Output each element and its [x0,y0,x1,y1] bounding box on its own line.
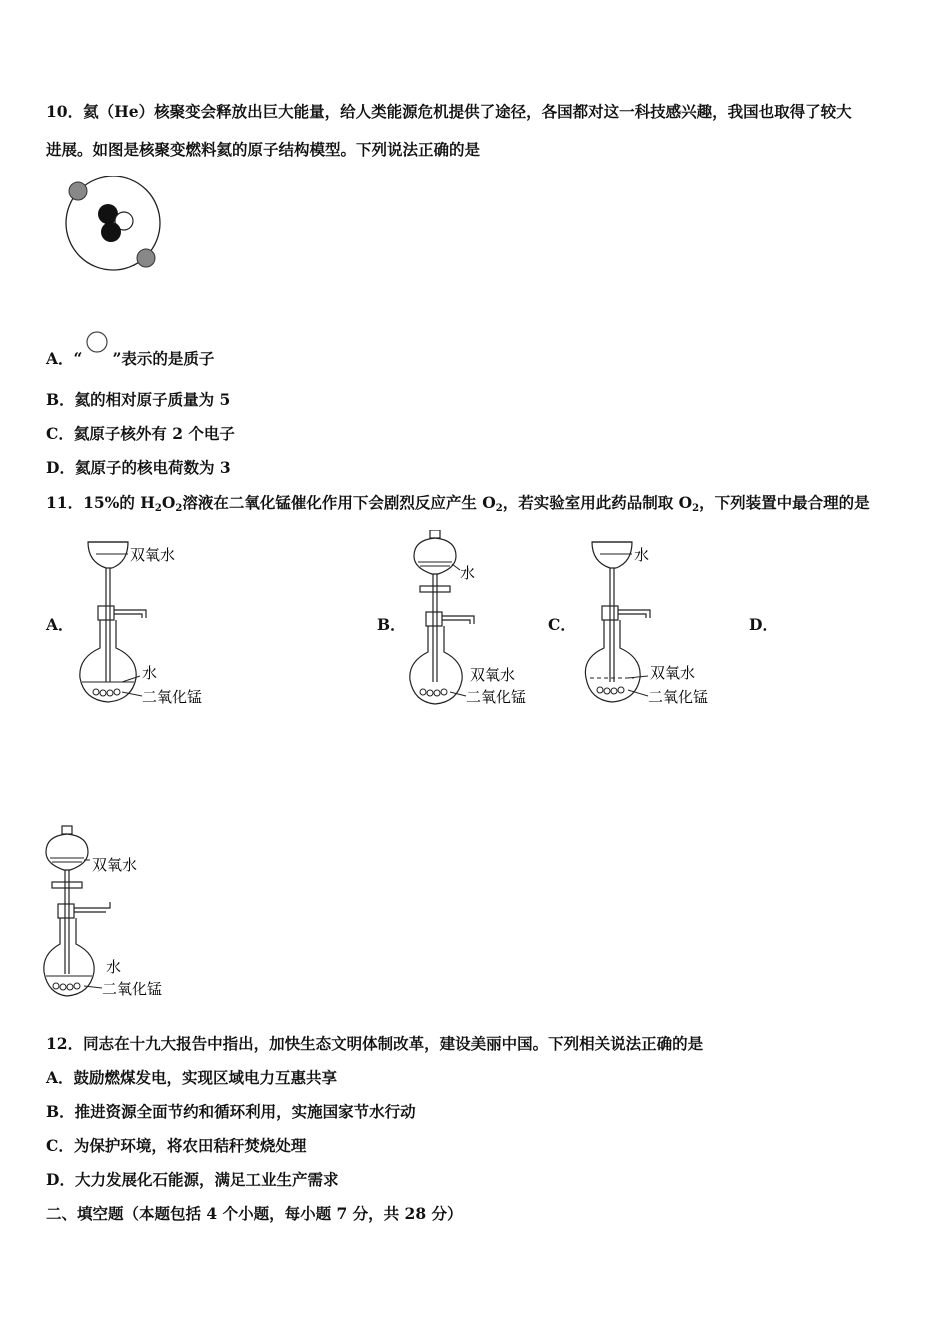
apparatus-d-label-mid: 水 [106,958,122,976]
q11-label-a: A． [46,615,74,634]
q10-stem-line1: 10．氦（He）核聚变会释放出巨大能量，给人类能源危机提供了途径，各国都对这一科技感兴趣，我国也取得了较大 [46,102,852,121]
q11-stem-part2: O [161,493,176,512]
q10-option-a [46,344,214,369]
apparatus-c-label-top: 水 [634,546,650,564]
q11-label-c: C． [548,615,576,634]
apparatus-a-label-top: 双氧水 [130,546,176,564]
q10-option-b: B．氦的相对原子质量为 5 [46,390,231,409]
q12-option-a: A．鼓励燃煤发电，实现区域电力互惠共享 [46,1068,338,1087]
apparatus-c-label-bottom: 二氧化锰 [648,688,709,706]
apparatus-d-label-bottom: 二氧化锰 [102,980,163,998]
white-circle-symbol [82,344,112,364]
q11-stem-part1: 11．15%的 H [46,493,155,512]
q11-sub-1: 2 [154,503,162,514]
q11-sub-3: 2 [495,503,503,514]
section-2-heading: 二、填空题（本题包括 4 个小题，每小题 7 分，共 28 分） [46,1204,463,1223]
apparatus-a-label-bottom: 二氧化锰 [142,688,203,706]
apparatus-c-label-mid: 双氧水 [650,664,696,682]
q11-sub-2: 2 [175,503,183,514]
apparatus-c [584,530,744,710]
q11-stem [46,493,870,519]
electron-1 [69,182,87,200]
q10-option-a-post: ”表示的是质子 [112,349,215,368]
q10-option-d: D．氦原子的核电荷数为 3 [46,458,231,477]
apparatus-d-label-top: 双氧水 [92,856,138,874]
q11-stem-part5: ，下列装置中最合理的是 [699,493,870,512]
q12-option-d: D．大力发展化石能源，满足工业生产需求 [46,1170,339,1189]
apparatus-b-label-bottom: 二氧化锰 [466,688,527,706]
q12-option-c: C．为保护环境，将农田秸秆焚烧处理 [46,1136,307,1155]
apparatus-d [40,822,200,1002]
q10-option-a-pre: A．“ [46,349,83,368]
q11-stem-part4: ，若实验室用此药品制取 O [502,493,693,512]
helium-atom-model [60,176,170,272]
q11-stem-part3: 溶液在二氧化锰催化作用下会剧烈反应产生 O [182,493,496,512]
q12-option-b: B．推进资源全面节约和循环利用，实施国家节水行动 [46,1102,416,1121]
q10-option-c: C．氦原子核外有 2 个电子 [46,424,235,443]
q10-stem-line2: 进展。如图是核聚变燃料氦的原子结构模型。下列说法正确的是 [46,140,481,159]
apparatus-b-label-mid: 双氧水 [470,666,516,684]
apparatus-b-label-top: 水 [460,564,476,582]
electron-2 [137,249,155,267]
q12-stem: 12．同志在十九大报告中指出，加快生态文明体制改革，建设美丽中国。下列相关说法正确的是 [46,1034,704,1053]
q11-label-b: B． [377,615,406,634]
q11-sub-4: 2 [692,503,700,514]
nucleus-particle-black-2 [101,222,121,242]
apparatus-b [406,530,556,710]
apparatus-a [76,530,236,710]
apparatus-a-label-mid: 水 [142,664,158,682]
q11-label-d: D． [749,615,778,634]
